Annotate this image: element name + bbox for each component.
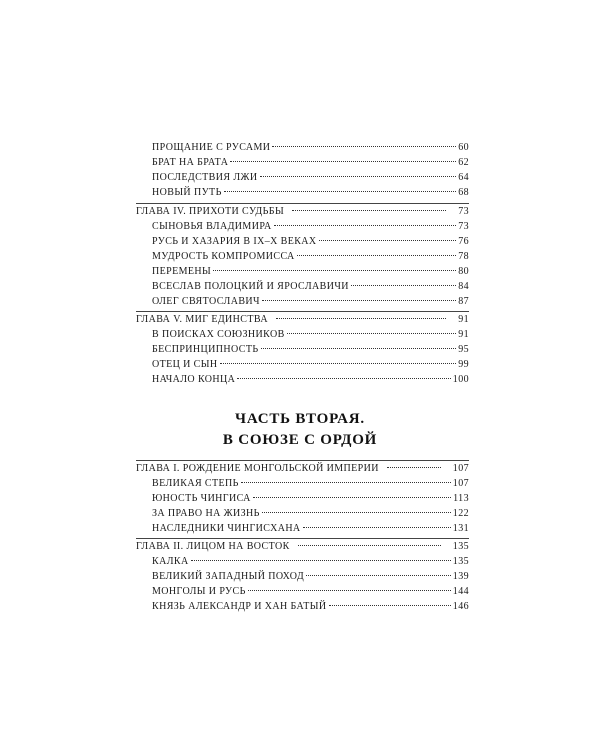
toc-leader — [274, 225, 457, 226]
toc-entry-title: ВЕЛИКАЯ СТЕПЬ — [152, 478, 239, 489]
toc-entry-page: 64 — [458, 172, 469, 183]
toc-chapter-heading — [136, 205, 469, 219]
toc-leader — [213, 270, 456, 271]
toc-entry — [152, 220, 469, 234]
toc-entry — [152, 265, 469, 279]
toc-entry — [152, 507, 469, 521]
toc-entry-title: В ПОИСКАХ СОЮЗНИКОВ — [152, 329, 285, 340]
toc-leader — [272, 146, 456, 147]
chapter-title: ГЛАВА II. ЛИЦОМ НА ВОСТОК — [136, 541, 290, 552]
chapter-page: 135 — [452, 541, 469, 552]
toc-entry — [152, 570, 469, 584]
toc-entry — [152, 156, 469, 170]
toc-entry-title: МУДРОСТЬ КОМПРОМИССА — [152, 251, 295, 262]
toc-entry-page: 80 — [458, 266, 469, 277]
toc-leader — [303, 527, 451, 528]
toc-entry-title: НАСЛЕДНИКИ ЧИНГИСХАНА — [152, 523, 301, 534]
toc-entry-page: 122 — [452, 508, 469, 519]
toc-entry-title: БЕСПРИНЦИПНОСТЬ — [152, 344, 259, 355]
toc-leader — [387, 467, 441, 468]
toc-entry-title: ПРОЩАНИЕ С РУСАМИ — [152, 142, 271, 153]
toc-entry — [152, 295, 469, 309]
toc-entry-title: ПОСЛЕДСТВИЯ ЛЖИ — [152, 172, 258, 183]
toc-leader — [297, 255, 457, 256]
chapter-title: ГЛАВА V. МИГ ЕДИНСТВА — [136, 314, 268, 325]
toc-leader — [253, 497, 451, 498]
toc-entry-title: ОТЕЦ И СЫН — [152, 359, 218, 370]
toc-entry-page: 100 — [452, 374, 469, 385]
toc-entry — [152, 477, 469, 491]
chapter-page: 73 — [458, 206, 469, 217]
part-title-line-1: ЧАСТЬ ВТОРАЯ. — [235, 411, 365, 427]
toc-entry — [152, 585, 469, 599]
chapter-page: 107 — [452, 463, 469, 474]
toc-entry — [152, 343, 469, 357]
part-title-line-2: В СОЮЗЕ С ОРДОЙ — [222, 432, 378, 448]
toc-entry — [152, 171, 469, 185]
toc-entry-page: 76 — [458, 236, 469, 247]
toc-entry-title: КНЯЗЬ АЛЕКСАНДР И ХАН БАТЫЙ — [152, 601, 327, 612]
toc-entry-title: ОЛЕГ СВЯТОСЛАВИЧ — [152, 296, 260, 307]
toc-entry-title: МОНГОЛЫ И РУСЬ — [152, 586, 246, 597]
chapter-page: 91 — [458, 314, 469, 325]
toc-leader — [329, 605, 451, 606]
toc-entry-page: 95 — [458, 344, 469, 355]
toc-entry-page: 62 — [458, 157, 469, 168]
toc-entry — [152, 280, 469, 294]
toc-chapter-heading — [136, 313, 469, 327]
toc-leader — [230, 161, 456, 162]
toc-entry — [152, 235, 469, 249]
toc-leader — [298, 545, 441, 546]
toc-entry-title: РУСЬ И ХАЗАРИЯ В IX–X ВЕКАХ — [152, 236, 317, 247]
toc-entry-page: 135 — [452, 556, 469, 567]
toc-leader — [276, 318, 446, 319]
toc-leader — [237, 378, 451, 379]
toc-entry-title: КАЛКА — [152, 556, 189, 567]
toc-leader — [287, 333, 457, 334]
toc-entry — [152, 250, 469, 264]
chapter-title: ГЛАВА IV. ПРИХОТИ СУДЬБЫ — [136, 206, 285, 217]
toc-entry-page: 139 — [452, 571, 469, 582]
toc-leader — [260, 176, 457, 177]
section-divider — [136, 460, 469, 461]
toc-chapter-heading — [136, 540, 469, 554]
toc-entry — [152, 600, 469, 614]
toc-entry-page: 107 — [452, 478, 469, 489]
toc-leader — [248, 590, 451, 591]
toc-entry-title: ВСЕСЛАВ ПОЛОЦКИЙ И ЯРОСЛАВИЧИ — [152, 281, 349, 292]
toc-leader — [261, 348, 457, 349]
toc-entry-page: 87 — [458, 296, 469, 307]
toc-entry — [152, 358, 469, 372]
toc-entry-title: ЗА ПРАВО НА ЖИЗНЬ — [152, 508, 260, 519]
toc-leader — [262, 300, 456, 301]
toc-entry — [152, 492, 469, 506]
toc-entry-page: 91 — [458, 329, 469, 340]
toc-chapter-heading — [136, 462, 469, 476]
toc-entry — [152, 328, 469, 342]
section-divider — [136, 311, 469, 312]
section-divider — [136, 538, 469, 539]
toc-leader — [306, 575, 451, 576]
toc-leader — [220, 363, 457, 364]
chapter-title: ГЛАВА I. РОЖДЕНИЕ МОНГОЛЬСКОЙ ИМПЕРИИ — [136, 463, 379, 474]
toc-entry-title: СЫНОВЬЯ ВЛАДИМИРА — [152, 221, 272, 232]
section-divider — [136, 203, 469, 204]
toc-entry-page: 144 — [452, 586, 469, 597]
toc-leader — [262, 512, 451, 513]
toc-leader — [191, 560, 451, 561]
toc-entry-page: 146 — [452, 601, 469, 612]
toc-entry-page: 60 — [458, 142, 469, 153]
toc-entry — [152, 141, 469, 155]
toc-entry — [152, 522, 469, 536]
toc-leader — [319, 240, 457, 241]
toc-entry-page: 78 — [458, 251, 469, 262]
toc-leader — [351, 285, 456, 286]
toc-entry-page: 84 — [458, 281, 469, 292]
toc-entry-page: 73 — [458, 221, 469, 232]
toc-leader — [224, 191, 456, 192]
toc-entry-page: 113 — [453, 493, 469, 504]
toc-entry-page: 99 — [458, 359, 469, 370]
toc-entry-page: 131 — [452, 523, 469, 534]
toc-leader — [292, 210, 446, 211]
toc-leader — [241, 482, 451, 483]
toc-entry-title: ЮНОСТЬ ЧИНГИСА — [152, 493, 251, 504]
toc-entry-title: ВЕЛИКИЙ ЗАПАДНЫЙ ПОХОД — [152, 571, 305, 582]
toc-entry-page: 68 — [458, 187, 469, 198]
toc-entry — [152, 373, 469, 387]
toc-entry-title: БРАТ НА БРАТА — [152, 157, 229, 168]
toc-entry-title: ПЕРЕМЕНЫ — [152, 266, 212, 277]
toc-entry-title: НОВЫЙ ПУТЬ — [152, 187, 222, 198]
toc-entry — [152, 186, 469, 200]
toc-entry — [152, 555, 469, 569]
toc-entry-title: НАЧАЛО КОНЦА — [152, 374, 236, 385]
